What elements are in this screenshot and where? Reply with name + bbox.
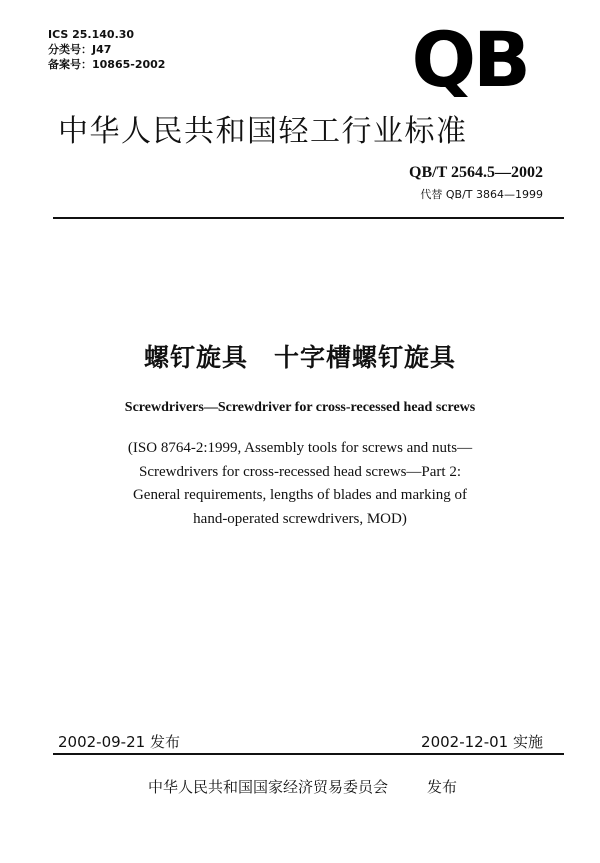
iso-line: Screwdrivers for cross-recessed head screws—Part 2:: [139, 463, 461, 480]
iso-line: hand-operated screwdrivers, MOD): [193, 510, 407, 527]
standard-number: QB/T 2564.5—2002: [409, 164, 543, 181]
classification-block: [48, 27, 165, 72]
implementation-date: 2002-12-01 实施: [421, 733, 543, 751]
issuer-action: 发布: [427, 778, 458, 796]
qb-logo: QB: [411, 15, 528, 104]
iso-line: (ISO 8764-2:1999, Assembly tools for screws and nuts—: [127, 440, 473, 456]
category-code: 分类号：J47: [48, 43, 112, 56]
issue-date: 2002-09-21 发布: [58, 733, 180, 751]
document-title-en: Screwdrivers—Screwdriver for cross-recessed head screws: [124, 400, 476, 415]
standard-title: 中华人民共和国轻工行业标准: [58, 114, 468, 149]
record-number: 备案号：10865-2002: [48, 58, 166, 71]
replaces-note: 代替 QB/T 3864—1999: [420, 188, 543, 201]
issuing-authority: 中华人民共和国国家经济贸易委员会: [148, 778, 389, 796]
iso-line: General requirements, lengths of blades and marking of: [132, 487, 468, 503]
footer-divider: [53, 753, 564, 755]
iso-reference: [0, 437, 600, 531]
header-divider: [53, 217, 564, 219]
document-title-cn: 螺钉旋具 十字槽螺钉旋具: [143, 343, 456, 372]
ics-code: ICS 25.140.30: [48, 28, 135, 41]
